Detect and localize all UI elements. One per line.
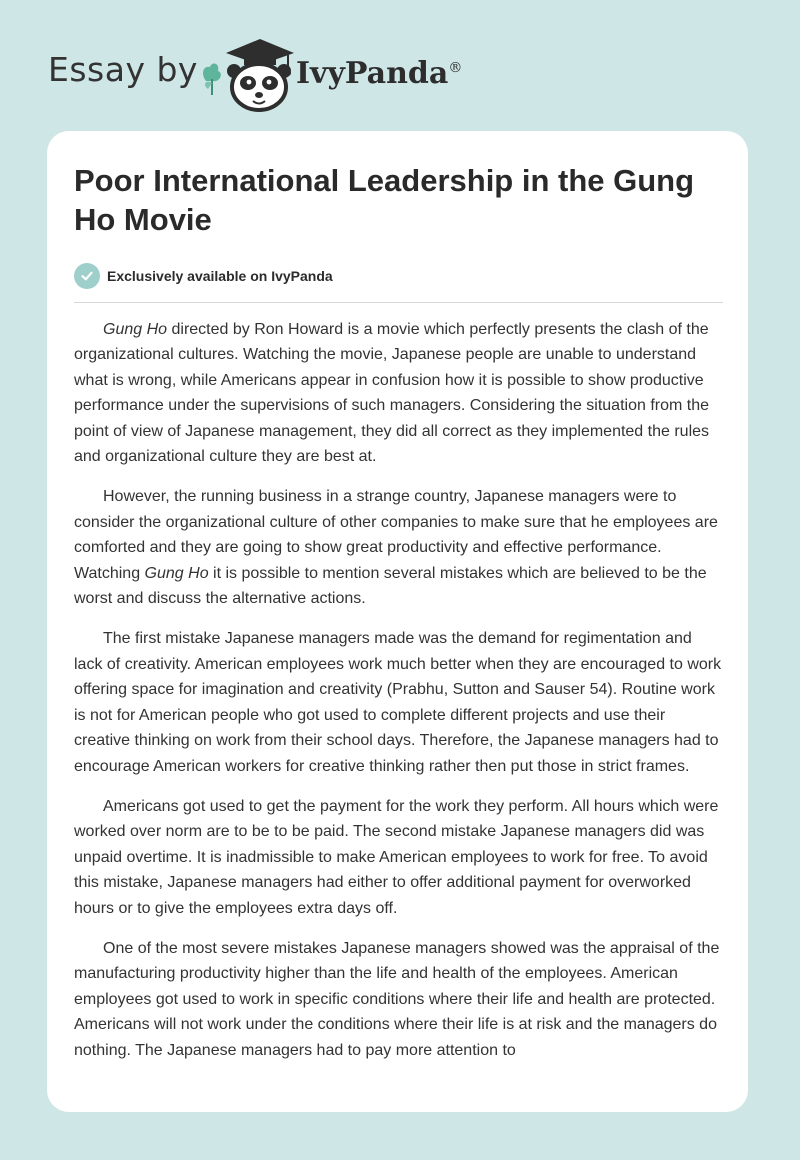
trademark-symbol: ® (448, 60, 463, 76)
essay-card (47, 131, 748, 1112)
divider (74, 302, 723, 303)
paragraph: One of the most severe mistakes Japanese managers showed was the appraisal of the manufacturing productivity higher than the life and health of the employees. American employees got used to work in specific conditions where their life and health are protected. Americans will not work under the conditions where their life is at risk and the managers do nothing. The Japanese managers had to pay more attention to (74, 939, 720, 1059)
checkmark-icon (74, 263, 100, 289)
paragraph: The first mistake Japanese managers made was the demand for regimentation and lack of creativity. American employees work much better when they are encouraged to work offering space for imagination and creativity (Prabhu, Sutton and Sauser 54). Routine work is not for American people who got used to complete different projects and use their creative thinking on work from their school days. Therefore, the Japanese managers had to encourage American workers for creative thinking rather then put those in strict frames. (74, 630, 722, 775)
paragraph: Gung Ho directed by Ron Howard is a movie which perfectly presents the clash of the organizational cultures. Watching the movie, Japanese people are unable to understand what is wrong, while Americans appear in confusion how it is possible to show productive performance under the supervisions of such managers. Considering the situation from the point of view of Japanese management, they did all correct as they implemented the rules and organizational culture they are best at. (74, 321, 710, 466)
site-header (0, 0, 800, 130)
page-title: Poor International Leadership in the Gung Ho Movie (74, 163, 695, 237)
exclusive-badge-label: Exclusively available on IvyPanda (107, 268, 333, 284)
movie-title: Gung Ho (144, 564, 209, 582)
paragraph: However, the running business in a strange country, Japanese managers were to consider the organizational culture of other companies to make sure that he employees are comforted and they are going to show great productivity and effective performance. Watching Gung Ho it is possible to mention several mistakes which are believed to be the worst and discuss the alternative actions. (74, 488, 718, 608)
movie-title: Gung Ho (103, 321, 168, 338)
brand-name[interactable]: IvyPanda® (296, 56, 463, 91)
essay-body (74, 317, 724, 1078)
exclusive-badge (74, 263, 333, 289)
paragraph: Americans got used to get the payment for the work they perform. All hours which were worked over norm are to be to be paid. The second mistake Japanese managers did was unpaid overtime. It is inadmissible to make American employees to work for free. To avoid this mistake, Japanese managers had either to offer additional payment for overworked hours or to give the employees extra days off. (74, 797, 719, 917)
panda-logo-icon[interactable] (198, 33, 298, 113)
essay-by-label: Essay by (48, 50, 198, 89)
